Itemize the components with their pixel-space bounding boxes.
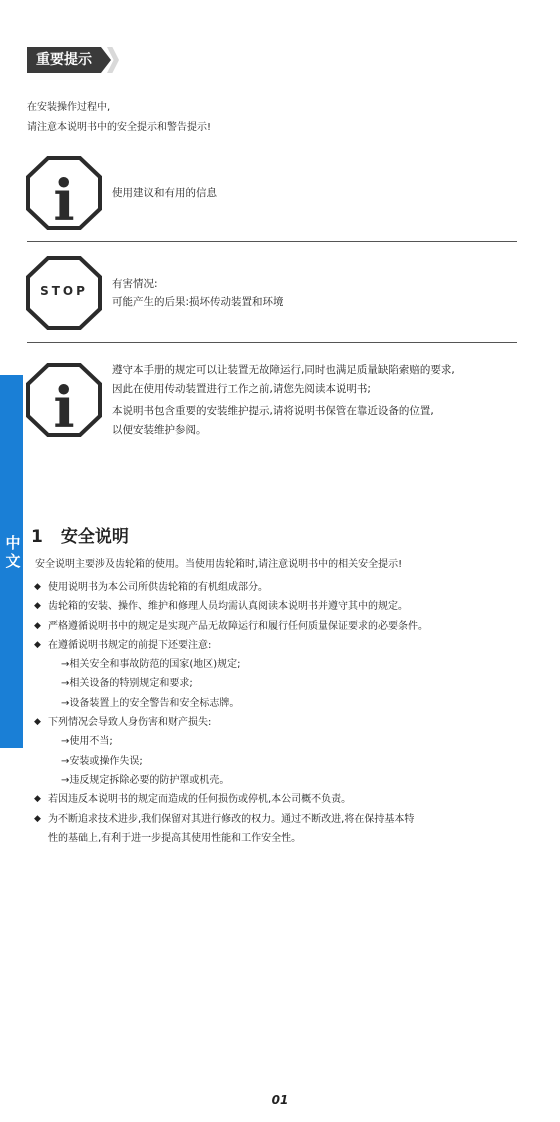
manual-note-line-3: 本说明书包含重要的安装维护提示,请将说明书保管在靠近设备的位置, <box>112 405 434 417</box>
list-item <box>34 597 524 616</box>
info-icon <box>25 362 103 438</box>
svg-text:i: i <box>53 375 75 438</box>
stop-sign-text: STOP <box>40 284 88 298</box>
bullet-text: 下列情况会导致人身伤害和财产损失: <box>48 717 212 729</box>
diamond-bullet-icon: ◆ <box>34 794 41 805</box>
list-item <box>34 790 524 809</box>
section-title: 安全说明 <box>60 527 129 547</box>
intro-line-2: 请注意本说明书中的安全提示和警告提示! <box>27 122 212 133</box>
svg-text:i: i <box>53 168 75 231</box>
sub-item: →安装或操作失误; <box>61 755 143 767</box>
side-label-char-2: 文 <box>5 552 21 570</box>
divider <box>27 241 517 242</box>
diamond-bullet-icon: ◆ <box>34 813 41 824</box>
bullet-text: 在遵循说明书规定的前提下还要注意: <box>48 639 212 651</box>
list-item <box>34 578 524 597</box>
bullet-text: 严格遵循说明书中的规定是实现产品无故障运行和履行任何质量保证要求的必要条件。 <box>48 620 428 632</box>
bullet-text: 若因违反本说明书的规定而造成的任何损伤或停机,本公司概不负责。 <box>48 794 352 806</box>
stop-note-line-1: 有害情况: <box>112 278 158 290</box>
sub-item: →使用不当; <box>61 736 113 748</box>
page-number: 01 <box>271 1093 289 1107</box>
manual-note-line-2: 因此在使用传动装置进行工作之前,请您先阅读本说明书; <box>112 382 371 395</box>
intro-text <box>27 98 211 138</box>
diamond-bullet-icon: ◆ <box>34 582 41 592</box>
bullet-text: 使用说明书为本公司所供齿轮箱的有机组成部分。 <box>48 582 268 593</box>
section-badge <box>27 47 119 73</box>
list-item <box>34 636 524 655</box>
stop-note-line-2: 可能产生的后果:损坏传动装置和环境 <box>112 296 284 308</box>
manual-note-line-1: 遵守本手册的规定可以让装置无故障运行,同时也满足质量缺陷索赔的要求, <box>112 364 455 376</box>
list-item <box>34 713 524 732</box>
section-lead: 安全说明主要涉及齿轮箱的使用。当使用齿轮箱时,请注意说明书中的相关安全提示! <box>35 559 403 570</box>
diamond-bullet-icon: ◆ <box>34 639 41 650</box>
safety-bullet-list <box>34 578 524 848</box>
bullet-text: 齿轮箱的安装、操作、维护和修理人员均需认真阅读本说明书并遵守其中的规定。 <box>48 601 408 613</box>
diamond-bullet-icon: ◆ <box>34 601 41 612</box>
section-number: 1 <box>31 527 43 547</box>
sub-item: →设备装置上的安全警告和安全标志牌。 <box>61 697 240 709</box>
intro-line-1: 在安装操作过程中, <box>27 102 111 113</box>
manual-note-line-4: 以便安装维护参阅。 <box>112 423 207 436</box>
sub-item: →相关设备的特别规定和要求; <box>61 678 193 690</box>
divider <box>27 342 517 343</box>
section-heading <box>31 522 129 547</box>
sub-item: →相关安全和事故防范的国家(地区)规定; <box>61 659 241 671</box>
list-item <box>34 617 524 636</box>
stop-note <box>112 275 284 311</box>
info-note-text: 使用建议和有用的信息 <box>112 187 217 199</box>
info-icon <box>25 155 103 231</box>
side-label-char-1: 中 <box>5 534 21 552</box>
manual-note <box>112 361 455 439</box>
bullet-continuation: 性的基础上,有利于进一步提高其使用性能和工作安全性。 <box>48 832 302 844</box>
language-side-label <box>2 534 24 570</box>
badge-label: 重要提示 <box>27 47 101 73</box>
diamond-bullet-icon: ◆ <box>34 620 41 631</box>
list-item <box>34 810 524 829</box>
sub-item: →违反规定拆除必要的防护罩或机壳。 <box>61 774 230 786</box>
bullet-text: 为不断追求技术进步,我们保留对其进行修改的权力。通过不断改进,将在保持基本特 <box>48 813 415 825</box>
diamond-bullet-icon: ◆ <box>34 717 41 728</box>
